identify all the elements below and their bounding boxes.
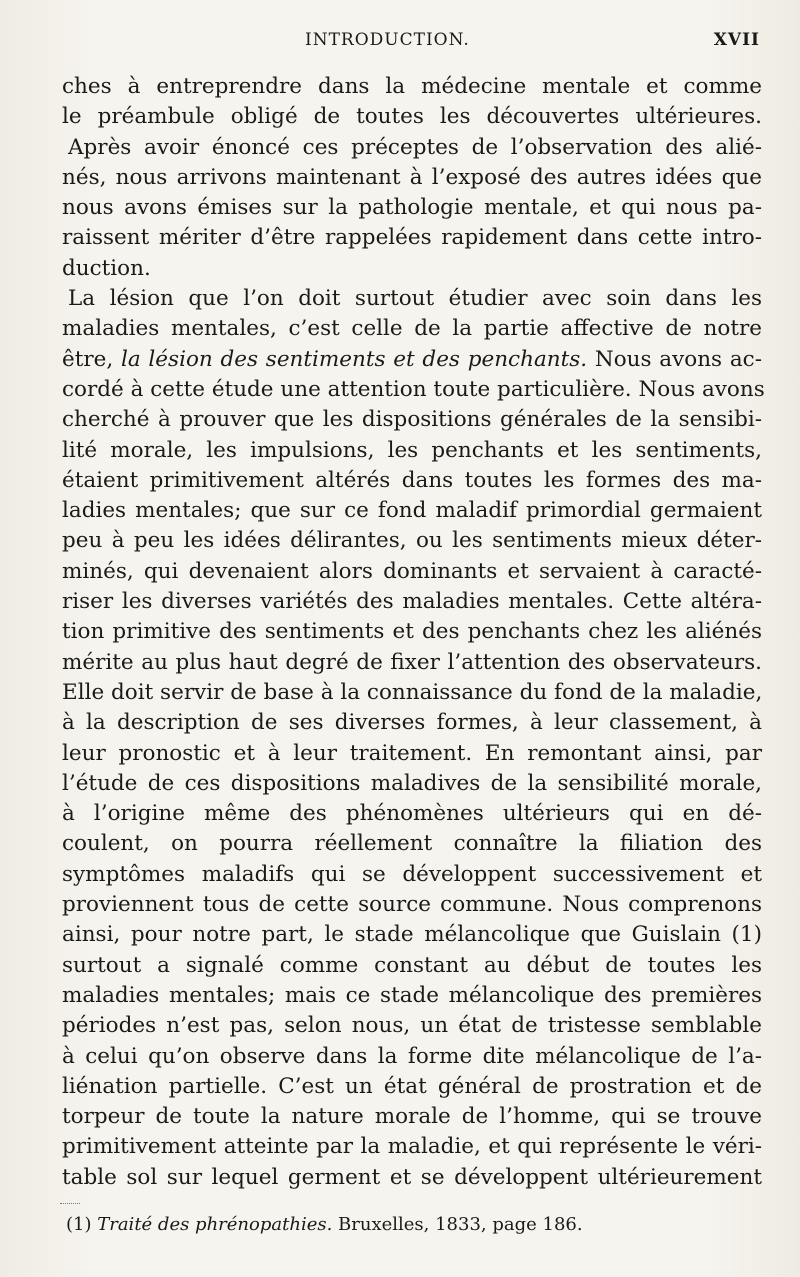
text-line: La lésion que l’on doit surtout étudier avec soin dans les: [68, 286, 762, 312]
text-line: à l’origine même des phénomènes ultérieurs qui en dé-: [62, 801, 762, 827]
text-line: primitivement atteinte par la maladie, et qui représente le véri-: [62, 1134, 762, 1160]
text-line: proviennent tous de cette source commune. Nous comprenons: [62, 892, 762, 918]
text-line: ainsi, pour notre part, le stade mélancolique que Guislain (1): [62, 922, 762, 948]
text-line: à celui qu’on observe dans la forme dite mélancolique de l’a-: [62, 1043, 762, 1069]
text-line: ches à entreprendre dans la médecine mentale et comme: [62, 74, 762, 99]
footnote-mark: (1): [66, 1214, 98, 1235]
text-line: torpeur de toute la nature morale de l’homme, qui se trouve: [62, 1104, 762, 1130]
text-line: Elle doit servir de base à la connaissance du fond de la maladie,: [62, 679, 763, 705]
text-line: tion primitive des sentiments et des penchants chez les aliénés: [62, 619, 762, 645]
text-line: coulent, on pourra réellement connaître la filiation des: [62, 831, 762, 857]
text-line: surtout a signalé comme constant au début de toutes les: [62, 952, 762, 978]
text-line: mérite au plus haut degré de fixer l’attention des observateurs.: [62, 649, 762, 675]
text-line: maladies mentales, c’est celle de la partie affective de notre: [62, 316, 762, 342]
text-line: raissent mériter d’être rappelées rapidement dans cette intro-: [62, 225, 762, 251]
italic-phrase: la lésion des sentiments et des penchants.: [120, 346, 588, 372]
text-line: cordé à cette étude une attention toute particulière. Nous avons: [62, 376, 765, 402]
footnote-title: Traité des phrénopathies.: [97, 1214, 333, 1235]
text-line: minés, qui devenaient alors dominants et servaient à caracté-: [62, 558, 762, 584]
text-line: liénation partielle. C’est un état général de prostration et de: [62, 1073, 762, 1099]
text-run: être,: [62, 346, 121, 372]
text-line: cherché à prouver que les dispositions générales de la sensibi-: [62, 407, 762, 433]
text-line: nés, nous arrivons maintenant à l’exposé des autres idées que: [62, 164, 762, 190]
text-line: riser les diverses variétés des maladies mentales. Cette altéra-: [62, 589, 762, 615]
text-line: Après avoir énoncé ces préceptes de l’observation des alié-: [68, 134, 762, 160]
running-header: [60, 30, 760, 60]
text-line: peu à peu les idées délirantes, ou les sentiments mieux déter-: [62, 528, 762, 554]
footnote-citation: Bruxelles, 1833, page 186.: [332, 1214, 583, 1235]
text-line: le préambule obligé de toutes les découvertes ultérieures.: [62, 104, 762, 130]
text-line: l’étude de ces dispositions maladives de la sensibilité morale,: [62, 770, 762, 796]
running-title: INTRODUCTION.: [305, 30, 470, 50]
body-text: [62, 72, 765, 1193]
text-line: maladies mentales; mais ce stade mélancolique des premières: [62, 982, 762, 1008]
text-line: table sol sur lequel germent et se développent ultérieurement: [62, 1164, 762, 1190]
text-line: étaient primitivement altérés dans toutes les formes des ma-: [62, 467, 762, 493]
text-line: nous avons émises sur la pathologie mentale, et qui nous pa-: [62, 195, 762, 221]
text-run: Nous avons ac-: [587, 346, 762, 372]
text-line: leur pronostic et à leur traitement. En remontant ainsi, par: [62, 740, 762, 766]
text-line-with-italic: [62, 345, 762, 375]
footnote: [66, 1214, 583, 1235]
text-line: ladies mentales; que sur ce fond maladif primordial germaient: [62, 498, 762, 524]
text-line: symptômes maladifs qui se développent successivement et: [62, 861, 762, 887]
text-line: lité morale, les impulsions, les penchants et les sentiments,: [62, 437, 762, 463]
text-line: à la description de ses diverses formes, à leur classement, à: [62, 710, 762, 736]
footnote-rule: [60, 1203, 80, 1204]
text-line: périodes n’est pas, selon nous, un état de tristesse semblable: [62, 1013, 762, 1039]
page-number: XVII: [713, 30, 760, 50]
text-line: duction.: [62, 255, 151, 281]
